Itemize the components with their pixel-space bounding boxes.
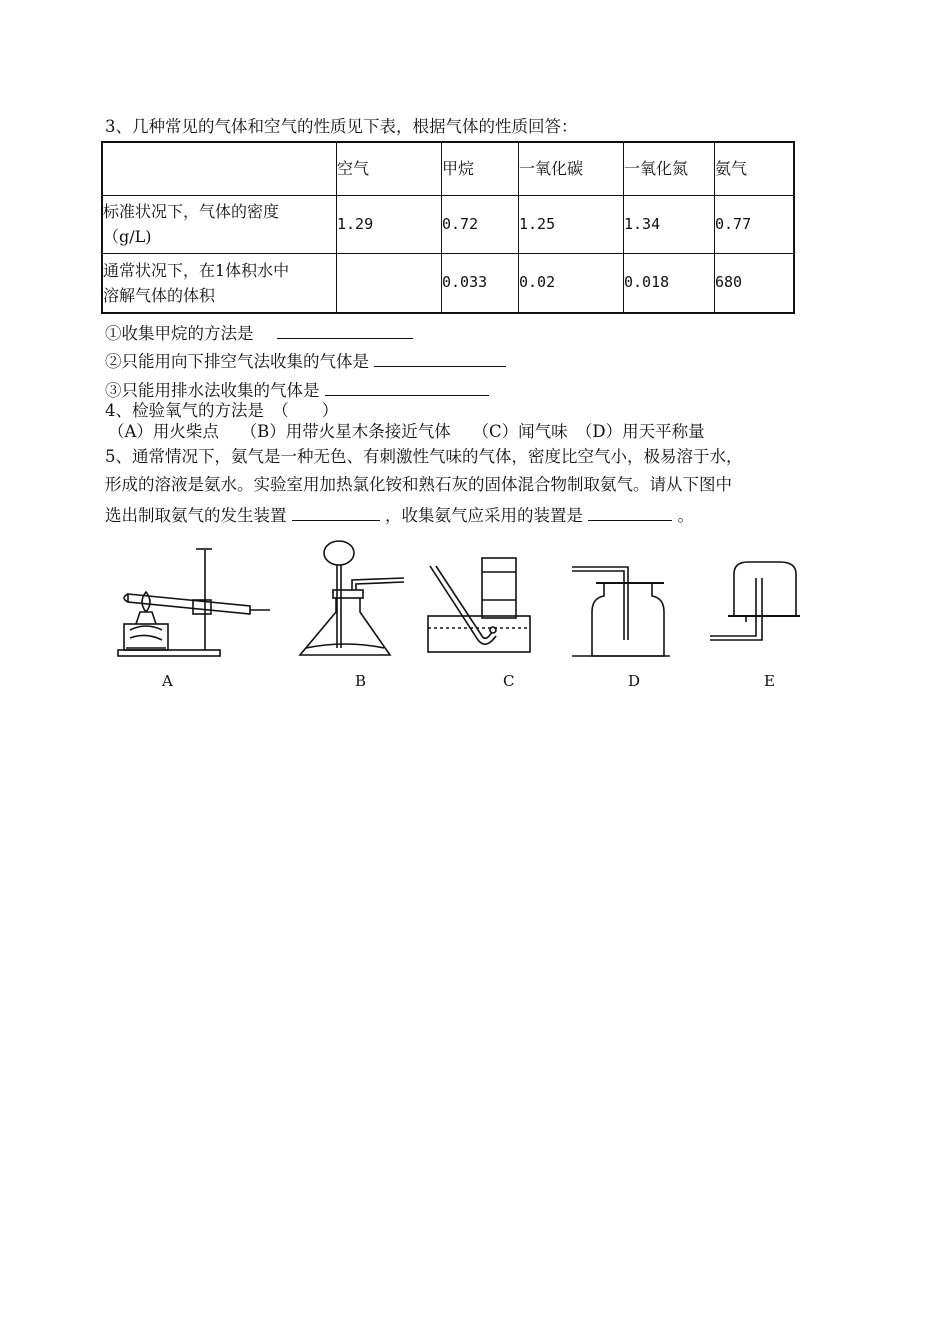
answer-blank-water[interactable] — [325, 377, 489, 396]
table-cell: 0.033 — [442, 253, 519, 313]
figure-label-c: C — [503, 672, 515, 690]
table-row — [102, 253, 794, 313]
apparatus-e-drawing — [710, 562, 800, 640]
q5-line3-c: 。 — [677, 506, 694, 525]
apparatus-a-drawing — [118, 549, 270, 656]
answer-blank-downward-air[interactable] — [374, 348, 506, 367]
table-header-cell: 空气 — [337, 142, 442, 195]
row-label — [102, 253, 337, 313]
q3-sub1 — [105, 320, 413, 345]
table-header-cell — [102, 142, 337, 195]
row-label-line: 通常状况下，在1体积水中 — [103, 260, 290, 280]
table-cell — [337, 253, 442, 313]
table-header-cell: 一氧化碳 — [519, 142, 624, 195]
apparatus-c-drawing — [428, 558, 530, 652]
q3-sub3 — [105, 377, 489, 402]
apparatus-figures — [0, 530, 950, 700]
q5-line3-b: ，收集氨气应采用的装置是 — [385, 506, 583, 525]
q3-sub3-text: ③只能用排水法收集的气体是 — [105, 381, 320, 400]
figure-label-a: A — [162, 672, 173, 690]
table-header-cell: 氨气 — [715, 142, 795, 195]
table-cell: 1.25 — [519, 195, 624, 253]
figure-label-e: E — [764, 672, 775, 690]
answer-blank-collector[interactable] — [588, 502, 672, 521]
table-header-cell: 甲烷 — [442, 142, 519, 195]
table-cell: 1.29 — [337, 195, 442, 253]
apparatus-b-drawing — [300, 541, 404, 655]
table-header-cell: 一氧化氮 — [624, 142, 715, 195]
apparatus-d-drawing — [572, 567, 670, 656]
q3-sub1-text: ①收集甲烷的方法是 — [105, 324, 254, 343]
q5-line3 — [105, 502, 694, 527]
table-cell: 0.77 — [715, 195, 795, 253]
figure-label-d: D — [628, 672, 641, 690]
table-cell: 1.34 — [624, 195, 715, 253]
row-label — [102, 195, 337, 253]
table-cell: 0.72 — [442, 195, 519, 253]
row-label-line: 标准状况下，气体的密度 — [103, 202, 280, 221]
q5-line2: 形成的溶液是氨水。实验室用加热氯化铵和熟石灰的固体混合物制取氨气。请从下图中 — [105, 475, 732, 494]
q3-intro: 3、几种常见的气体和空气的性质见下表，根据气体的性质回答： — [105, 117, 578, 136]
answer-blank-methane[interactable] — [277, 320, 413, 339]
table-header-row — [102, 142, 794, 195]
gas-properties-table — [101, 141, 795, 314]
q3-sub2-text: ②只能用向下排空气法收集的气体是 — [105, 352, 369, 371]
q4-options: （A）用火柴点 （B）用带火星木条接近气体 （C）闻气味 （D）用天平称量 — [108, 422, 705, 441]
row-label-line: （g/L) — [103, 227, 152, 246]
row-label-line: 溶解气体的体积 — [103, 285, 216, 305]
table-row — [102, 195, 794, 253]
figure-label-b: B — [355, 672, 367, 690]
q4-stem: 4、检验氧气的方法是 （ ） — [105, 401, 339, 420]
table-cell: 0.018 — [624, 253, 715, 313]
table-cell: 680 — [715, 253, 795, 313]
q3-sub2 — [105, 348, 506, 373]
q5-line3-a: 选出制取氨气的发生装置 — [105, 506, 287, 525]
q5-line1: 5、通常情况下，氨气是一种无色、有刺激性气味的气体，密度比空气小，极易溶于水， — [105, 447, 743, 466]
answer-blank-generator[interactable] — [292, 502, 380, 521]
table-cell: 0.02 — [519, 253, 624, 313]
